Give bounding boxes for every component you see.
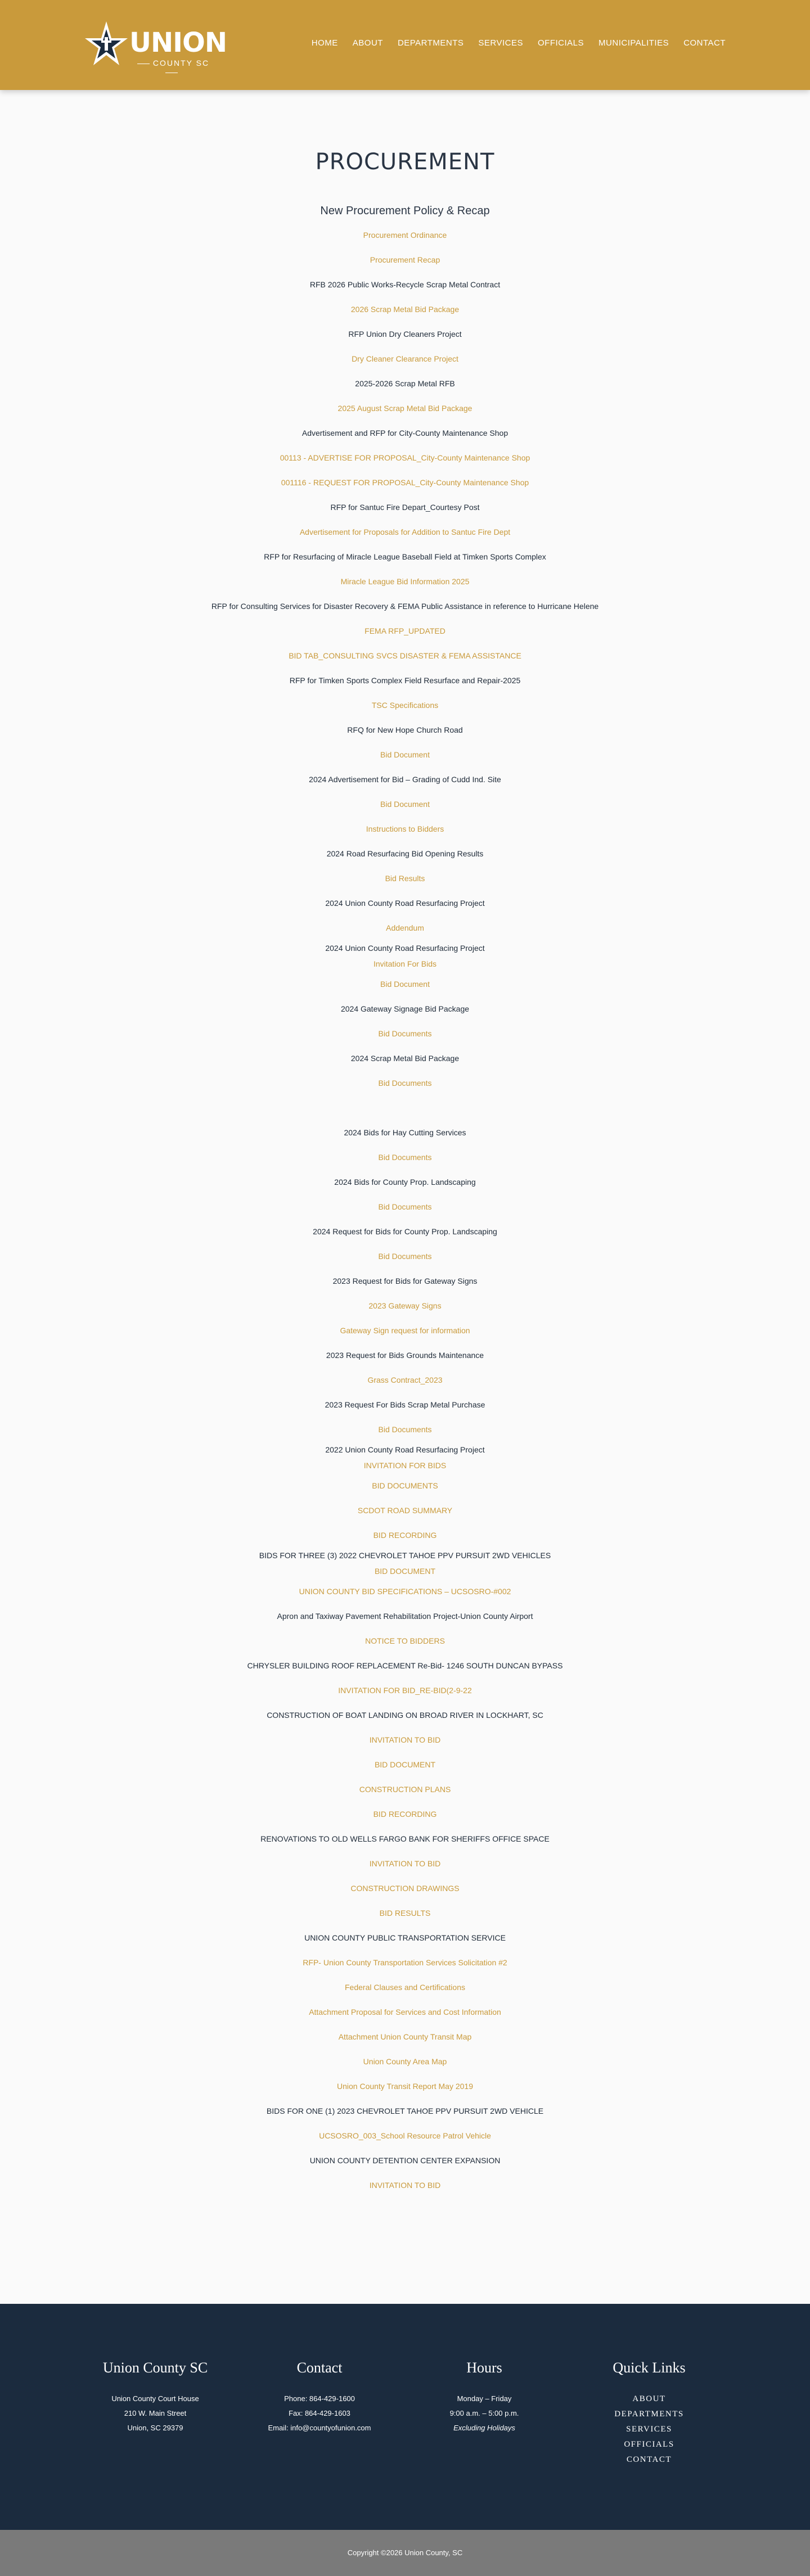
footer-col-contact <box>246 2359 393 2435</box>
copyright-bar <box>0 2530 810 2576</box>
document-link[interactable]: Advertisement for Proposals for Addition to Santuc Fire Dept <box>299 527 511 536</box>
document-link[interactable]: Gateway Sign request for information <box>340 1326 470 1335</box>
footer-hours-line: Monday – Friday <box>457 2394 512 2403</box>
procurement-title: 2022 Union County Road Resurfacing Project <box>325 1445 485 1454</box>
footer-col-county <box>82 2359 228 2435</box>
procurement-title: BIDS FOR ONE (1) 2023 CHEVROLET TAHOE PPV PURSUIT 2WD VEHICLE <box>266 2106 544 2115</box>
procurement-title: 2023 Request For Bids Scrap Metal Purchase <box>325 1400 485 1409</box>
document-link[interactable]: CONSTRUCTION DRAWINGS <box>350 1884 460 1893</box>
nav-home[interactable]: HOME <box>311 38 338 48</box>
document-link[interactable]: 001116 - REQUEST FOR PROPOSAL_City-County Maintenance Shop <box>281 478 529 487</box>
document-link[interactable]: Invitation For Bids <box>373 959 437 968</box>
document-link[interactable]: INVITATION TO BID <box>369 1735 441 1744</box>
document-link[interactable]: Bid Document <box>380 800 430 809</box>
document-link[interactable]: BID DOCUMENT <box>374 1567 436 1576</box>
document-link[interactable]: Bid Documents <box>378 1153 432 1162</box>
nav-municipalities[interactable]: MUNICIPALITIES <box>598 38 669 48</box>
document-link[interactable]: 2025 August Scrap Metal Bid Package <box>338 404 472 413</box>
footer-county-title: Union County SC <box>102 2360 208 2376</box>
page-title: PROCUREMENT <box>315 149 495 175</box>
footer-quick-links-title: Quick Links <box>613 2360 686 2376</box>
footer-hours-title: Hours <box>466 2360 502 2376</box>
document-link[interactable]: BID TAB_CONSULTING SVCS DISASTER & FEMA ASSISTANCE <box>289 651 521 660</box>
procurement-title: RFQ for New Hope Church Road <box>347 725 463 734</box>
document-link[interactable]: SCDOT ROAD SUMMARY <box>357 1506 453 1515</box>
procurement-title: 2024 Bids for County Prop. Landscaping <box>334 1178 476 1187</box>
document-link[interactable]: Federal Clauses and Certifications <box>345 1983 465 1992</box>
document-link[interactable]: Grass Contract_2023 <box>367 1375 443 1384</box>
procurement-title: 2024 Union County Road Resurfacing Project <box>325 899 485 908</box>
document-link[interactable]: INVITATION FOR BID_RE-BID(2-9-22 <box>338 1686 472 1695</box>
footer-contact-title: Contact <box>296 2360 343 2376</box>
procurement-title: Apron and Taxiway Pavement Rehabilitation Project-Union County Airport <box>277 1612 533 1621</box>
footer-county-line: 210 W. Main Street <box>124 2409 187 2417</box>
footer-county-line: Union County Court House <box>111 2394 199 2403</box>
procurement-title: 2023 Request for Bids Grounds Maintenance <box>326 1351 484 1360</box>
footer-phone[interactable]: Phone: 864-429-1600 <box>284 2394 355 2403</box>
section-heading: New Procurement Policy & Recap <box>320 205 490 217</box>
site-footer <box>0 2304 810 2530</box>
procurement-title: 2025-2026 Scrap Metal RFB <box>355 379 455 388</box>
procurement-title: RFP for Consulting Services for Disaster Recovery & FEMA Public Assistance in reference to Hurricane Helene <box>211 602 599 611</box>
document-link[interactable]: CONSTRUCTION PLANS <box>359 1785 451 1794</box>
document-link[interactable]: Attachment Proposal for Services and Cost Information <box>309 2007 501 2016</box>
procurement-title: RFP Union Dry Cleaners Project <box>348 330 462 339</box>
footer-col-quick-links <box>576 2359 722 2467</box>
procurement-title: 2024 Request for Bids for County Prop. Landscaping <box>313 1227 497 1236</box>
document-link[interactable]: BID DOCUMENTS <box>372 1481 438 1490</box>
document-link[interactable]: BID RECORDING <box>373 1531 437 1540</box>
footer-county-line: Union, SC 29379 <box>127 2424 183 2432</box>
footer-link-departments[interactable]: DEPARTMENTS <box>614 2410 684 2419</box>
nav-services[interactable]: SERVICES <box>478 38 524 48</box>
procurement-list <box>0 223 810 2198</box>
document-link[interactable]: Procurement Ordinance <box>363 231 447 240</box>
document-link[interactable]: Bid Documents <box>378 1029 432 1038</box>
footer-link-services[interactable]: SERVICES <box>626 2425 672 2434</box>
document-link[interactable]: BID DOCUMENT <box>374 1760 436 1769</box>
document-link[interactable]: Bid Documents <box>378 1425 432 1434</box>
footer-col-hours <box>411 2359 557 2435</box>
document-link[interactable]: Bid Documents <box>378 1252 432 1261</box>
main-content <box>0 90 810 2198</box>
footer-link-about[interactable]: ABOUT <box>632 2394 666 2403</box>
procurement-title: RFB 2026 Public Works-Recycle Scrap Metal Contract <box>309 280 501 289</box>
procurement-title: 2024 Advertisement for Bid – Grading of Cudd Ind. Site <box>309 775 501 784</box>
document-link[interactable]: Union County Transit Report May 2019 <box>336 2082 473 2091</box>
document-link[interactable]: Bid Results <box>385 874 425 883</box>
document-link[interactable]: NOTICE TO BIDDERS <box>365 1636 445 1645</box>
document-link[interactable]: Bid Document <box>380 980 430 989</box>
document-link[interactable]: UCSOSRO_003_School Resource Patrol Vehicle <box>319 2131 491 2140</box>
star-logo-icon <box>84 20 128 70</box>
nav-contact[interactable]: CONTACT <box>683 38 726 48</box>
footer-link-contact[interactable]: CONTACT <box>626 2455 672 2464</box>
document-link[interactable]: INVITATION FOR BIDS <box>363 1461 447 1470</box>
document-link[interactable]: Instructions to Bidders <box>366 824 444 833</box>
document-link[interactable]: 2023 Gateway Signs <box>368 1301 442 1310</box>
procurement-title: UNION COUNTY PUBLIC TRANSPORTATION SERVICE <box>304 1933 506 1942</box>
procurement-title: CHRYSLER BUILDING ROOF REPLACEMENT Re-Bid- 1246 SOUTH DUNCAN BYPASS <box>247 1661 563 1670</box>
procurement-title: RFP for Timken Sports Complex Field Resurface and Repair-2025 <box>289 676 521 685</box>
footer-fax: Fax: 864-429-1603 <box>289 2409 350 2417</box>
procurement-title: 2024 Union County Road Resurfacing Project <box>325 944 485 953</box>
document-link[interactable]: Miracle League Bid Information 2025 <box>340 577 470 586</box>
footer-link-officials[interactable]: OFFICIALS <box>624 2440 674 2449</box>
document-link[interactable]: BID RESULTS <box>379 1909 431 1918</box>
nav-departments[interactable]: DEPARTMENTS <box>397 38 464 48</box>
procurement-title: Advertisement and RFP for City-County Maintenance Shop <box>302 428 508 437</box>
procurement-title: 2024 Road Resurfacing Bid Opening Results <box>326 849 484 858</box>
document-link[interactable]: Procurement Recap <box>370 255 440 264</box>
procurement-title: BIDS FOR THREE (3) 2022 CHEVROLET TAHOE PPV PURSUIT 2WD VEHICLES <box>259 1551 551 1560</box>
procurement-title <box>0 1095 810 1145</box>
document-link[interactable]: BID RECORDING <box>373 1810 437 1819</box>
document-link[interactable]: Union County Area Map <box>363 2057 447 2066</box>
document-link[interactable]: Bid Documents <box>378 1202 432 1211</box>
logo-subtitle: COUNTY SC <box>129 58 214 76</box>
procurement-title: RFP for Resurfacing of Miracle League Baseball Field at Timken Sports Complex <box>264 552 546 561</box>
nav-about[interactable]: ABOUT <box>352 38 383 48</box>
procurement-title: 2023 Request for Bids for Gateway Signs <box>332 1276 478 1285</box>
document-link[interactable]: Addendum <box>386 923 424 932</box>
document-link[interactable]: Attachment Union County Transit Map <box>338 2032 472 2041</box>
document-link[interactable]: FEMA RFP_UPDATED <box>364 626 446 635</box>
procurement-title-text: 2024 Bids for Hay Cutting Services <box>344 1128 466 1137</box>
document-link[interactable]: Bid Documents <box>378 1079 432 1088</box>
logo-wordmark: UNION <box>129 27 227 58</box>
procurement-title: UNION COUNTY DETENTION CENTER EXPANSION <box>309 2156 501 2165</box>
document-link[interactable]: UNION COUNTY BID SPECIFICATIONS – UCSOSRO-#002 <box>299 1587 511 1596</box>
document-link[interactable]: RFP- Union County Transportation Services Solicitation #2 <box>303 1958 507 1967</box>
list-spacer <box>0 1095 810 1120</box>
procurement-title: RFP for Santuc Fire Depart_Courtesy Post <box>330 503 480 512</box>
document-link[interactable]: Bid Document <box>380 750 430 759</box>
document-link[interactable]: INVITATION TO BID <box>369 2181 441 2190</box>
procurement-title: CONSTRUCTION OF BOAT LANDING ON BROAD RIVER IN LOCKHART, SC <box>267 1711 543 1720</box>
procurement-title: 2024 Gateway Signage Bid Package <box>340 1004 470 1013</box>
document-link[interactable]: 00113 - ADVERTISE FOR PROPOSAL_City-County Maintenance Shop <box>280 453 530 462</box>
copyright-text: Copyright ©2026 Union County, SC <box>347 2548 463 2557</box>
county-logo[interactable] <box>84 20 227 71</box>
footer-hours-line: 9:00 a.m. – 5:00 p.m. <box>449 2409 519 2417</box>
procurement-title: 2024 Scrap Metal Bid Package <box>350 1054 460 1063</box>
footer-hours-line: Excluding Holidays <box>453 2424 515 2432</box>
site-header <box>0 0 810 90</box>
main-nav <box>312 38 726 48</box>
document-link[interactable]: Dry Cleaner Clearance Project <box>352 354 458 363</box>
procurement-title: RENOVATIONS TO OLD WELLS FARGO BANK FOR SHERIFFS OFFICE SPACE <box>260 1834 550 1843</box>
nav-officials[interactable]: OFFICIALS <box>538 38 584 48</box>
document-link[interactable]: TSC Specifications <box>371 701 439 710</box>
document-link[interactable]: 2026 Scrap Metal Bid Package <box>350 305 460 314</box>
footer-email[interactable]: Email: info@countyofunion.com <box>268 2424 371 2432</box>
document-link[interactable]: INVITATION TO BID <box>369 1859 441 1868</box>
